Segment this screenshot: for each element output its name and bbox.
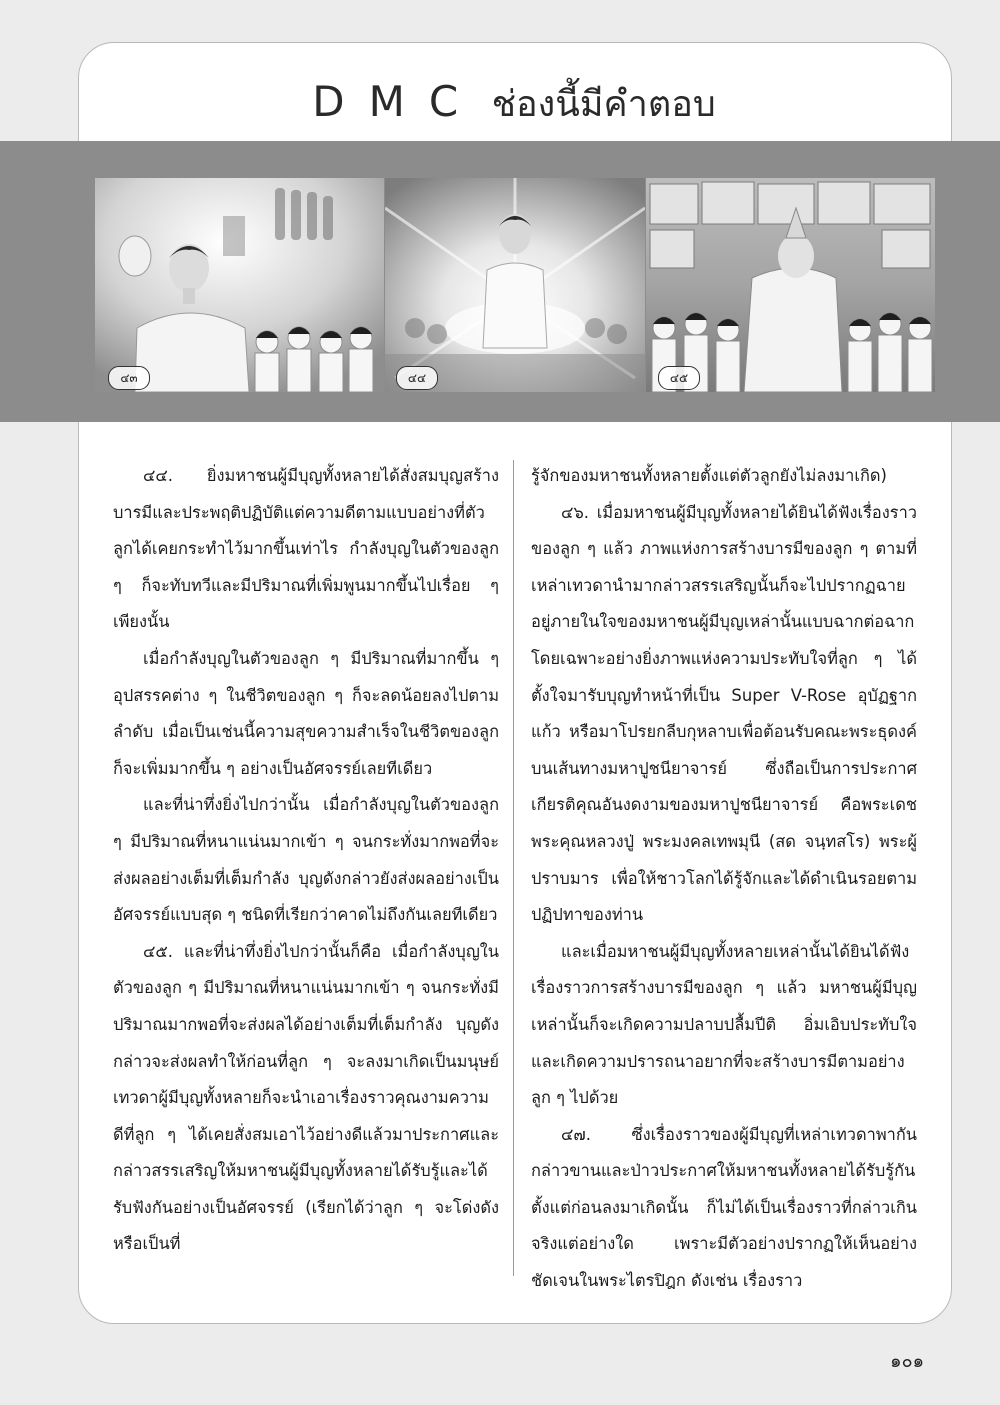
paragraph-47: ๔๗. ซึ่งเรื่องราวของผู้มีบุญที่เหล่าเทวดาพากันกล่าวขานและป่าวประกาศให้มหาชนทั้งหลายได้รับรู้กันตั้งแต่ก่อนลงมาเกิดนั้น ก็ไม่ได้เป็นเรื่องราวที่กล่าวเกินจริงแต่อย่างใด เพราะมีตัวอย่างปรากฏให้เห็นอย่างชัดเจนในพระไตรปิฎก ดังเช่น เรื่องราว (531, 1124, 917, 1291)
paragraph-45-continuation: รู้จักของมหาชนทั้งหลายตั้งแต่ตัวลูกยังไม่ลงมาเกิด) (531, 466, 887, 485)
illustration-2-graphic (385, 178, 645, 392)
paragraph-46: ๔๖. เมื่อมหาชนผู้มีบุญทั้งหลายได้ยินได้ฟังเรื่องราวของลูก ๆ แล้ว ภาพแห่งการสร้างบารมีของลูก ๆ ตามที่เหล่าเทวดานำมากล่าวสรรเสริญนั้นก็จะไปปรากฏฉายอยู่ภายในใจของมหาชนผู้มีบุญเหล่านั้นแบบฉากต่อฉาก โดยเฉพาะอย่างยิ่งภาพแห่งความประทับใจที่ลูก ๆ ได้ตั้งใจมารับบุญทำหน้าที่เป็น Super V-Rose อุบัฏฐากแก้ว หรือมาโปรยกลีบกุหลาบเพื่อต้อนรับคณะพระธุดงค์บนเส้นทางมหาปูชนียาจารย์ ซึ่งถือเป็นการประกาศเกียรติคุณอันงดงามของมหาปูชนียาจารย์ คือพระเดชพระคุณหลวงปู่ พระมงคลเทพมุนี (สด จนฺทสโร) พระผู้ปราบมาร เพื่อให้ชาวโลกได้รู้จักและได้ดำเนินรอยตามปฏิปทาของท่าน (531, 502, 917, 925)
title-brand: DMC (312, 77, 483, 126)
image-3-caption: ๔๕ (658, 366, 700, 390)
text-column-right (531, 458, 917, 1300)
paragraph-46-2: และเมื่อมหาชนผู้มีบุญทั้งหลายเหล่านั้นได้ยินได้ฟังเรื่องราวการสร้างบารมีของลูก ๆ แล้ว มหาชนผู้มีบุญเหล่านั้นก็จะเกิดความปลาบปลื้มปีติ อิ่มเอิบประทับใจ และเกิดความปรารถนาอยากที่จะสร้างบารมีตามอย่างลูก ๆ ไปด้วย (531, 941, 917, 1108)
illustration-image-2 (385, 178, 645, 392)
illustration-1-graphic (95, 178, 384, 392)
paragraph-44-3: และที่น่าทึ่งยิ่งไปกว่านั้น เมื่อกำลังบุญในตัวของลูก ๆ มีปริมาณที่หนาแน่นมากเข้า ๆ จนกระทั่งมากพอที่จะส่งผลอย่างเต็มที่เต็มกำลัง บุญดังกล่าวยังส่งผลอย่างเป็นอัศจรรย์แบบสุด ๆ ชนิดที่เรียกว่าคาดไม่ถึงกันเลยทีเดียว (113, 795, 499, 925)
page-title (78, 72, 950, 135)
illustration-3-graphic (646, 178, 935, 392)
column-divider (513, 460, 514, 1276)
illustration-image-3 (646, 178, 935, 392)
paragraph-44-2: เมื่อกำลังบุญในตัวของลูก ๆ มีปริมาณที่มากขึ้น ๆ อุปสรรคต่าง ๆ ในชีวิตของลูก ๆ ก็จะลดน้อยลงไปตามลำดับ เมื่อเป็นเช่นนี้ความสุขความสำเร็จในชีวิตของลูกก็จะเพิ่มมากขึ้น ๆ อย่างเป็นอัศจรรย์เลยทีเดียว (113, 648, 499, 778)
title-thai: ช่องนี้มีคำตอบ (491, 84, 716, 125)
text-column-left (113, 458, 499, 1263)
image-2-caption: ๔๔ (396, 366, 438, 390)
paragraph-44: ๔๔. ยิ่งมหาชนผู้มีบุญทั้งหลายได้สั่งสมบุญสร้างบารมีและประพฤติปฏิบัติแต่ความดีตามแบบอย่างที่ตัวลูกได้เคยกระทำไว้มากขึ้นเท่าไร กำลังบุญในตัวของลูก ๆ ก็จะทับทวีและมีปริมาณที่เพิ่มพูนมากขึ้นไปเรื่อย ๆ เพียงนั้น (113, 466, 499, 632)
page-number: ๑๐๑ (890, 1351, 924, 1372)
paragraph-45: ๔๕. และที่น่าทึ่งยิ่งไปกว่านั้นก็คือ เมื่อกำลังบุญในตัวของลูก ๆ มีปริมาณที่หนาแน่นมากเข้า ๆ จนกระทั่งมีปริมาณมากพอที่จะส่งผลได้อย่างเต็มที่เต็มกำลัง บุญดังกล่าวจะส่งผลทำให้ก่อนที่ลูก ๆ จะลงมาเกิดเป็นมนุษย์ เทวดาผู้มีบุญทั้งหลายก็จะนำเอาเรื่องราวคุณงามความดีที่ลูก ๆ ได้เคยสั่งสมเอาไว้อย่างดีแล้วมาประกาศและกล่าวสรรเสริญให้มหาชนผู้มีบุญทั้งหลายได้รับรู้และได้รับฟังกันอย่างเป็นอัศจรรย์ (เรียกได้ว่าลูก ๆ จะโด่งดังหรือเป็นที่ (113, 941, 499, 1254)
image-1-caption: ๔๓ (108, 366, 150, 390)
illustration-image-1 (95, 178, 384, 392)
